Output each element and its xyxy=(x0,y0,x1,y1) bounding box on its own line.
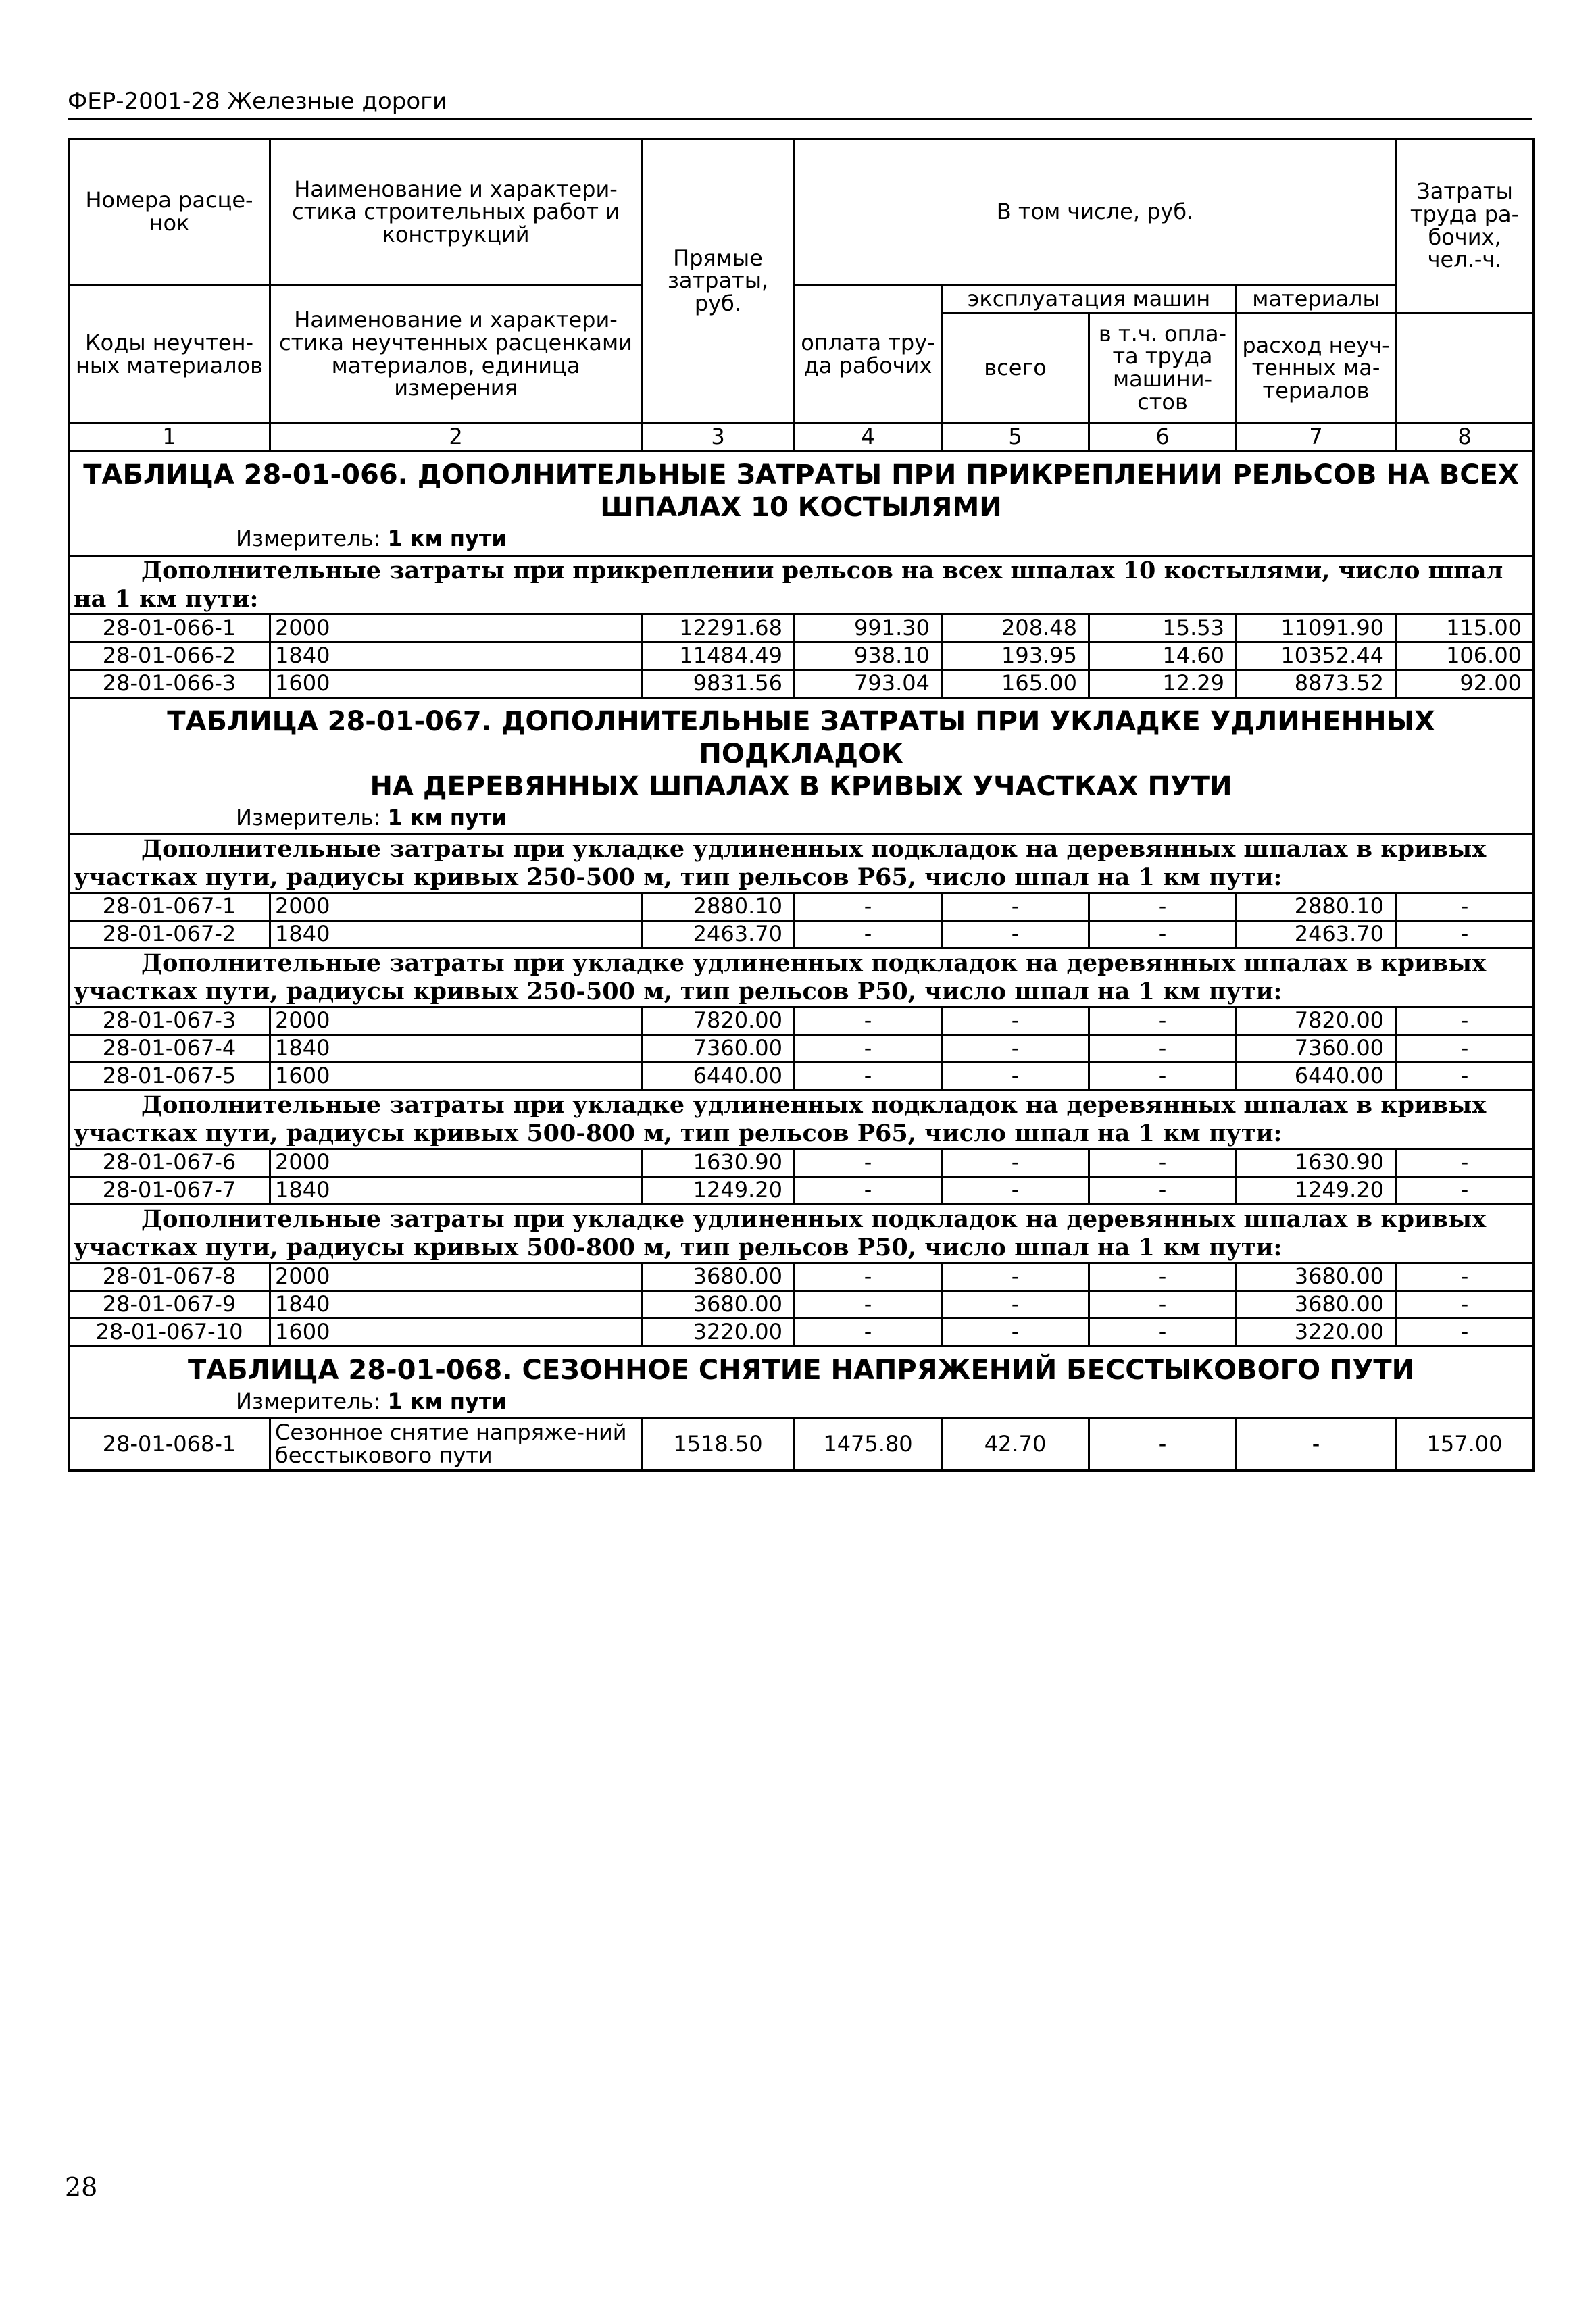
section-title-row xyxy=(69,451,1534,556)
work-description-cell: 2000 xyxy=(270,893,642,921)
work-description-cell: 1840 xyxy=(270,1177,642,1205)
header-including: В том числе, руб. xyxy=(795,139,1396,286)
material-consumption-cell: 3220.00 xyxy=(1237,1319,1396,1347)
measure-value: 1 км пути xyxy=(387,1388,507,1415)
worker-pay-cell: - xyxy=(795,1035,942,1063)
machine-total-cell: 42.70 xyxy=(942,1418,1089,1470)
material-consumption-cell: 3680.00 xyxy=(1237,1263,1396,1291)
operator-pay-cell: - xyxy=(1089,1418,1237,1470)
labor-costs-cell: 115.00 xyxy=(1396,614,1534,642)
group-note: Дополнительные затраты при укладке удлиненных подкладок на деревянных шпалах в кривых участках пути, радиусы кривых 500-800 м, тип рельсов Р50, число шпал на 1 км пути: xyxy=(69,1205,1534,1263)
worker-pay-cell: - xyxy=(795,1263,942,1291)
machine-total-cell: - xyxy=(942,1319,1089,1347)
table-row xyxy=(69,1177,1534,1205)
table-row xyxy=(69,642,1534,670)
section-title-line: ТАБЛИЦА 28-01-067. ДОПОЛНИТЕЛЬНЫЕ ЗАТРАТЫ ПРИ УКЛАДКЕ УДЛИНЕННЫХ ПОДКЛАДОК xyxy=(167,705,1435,770)
rate-code-cell: 28-01-067-6 xyxy=(69,1149,270,1177)
work-description-cell: 1600 xyxy=(270,1319,642,1347)
operator-pay-cell: - xyxy=(1089,1063,1237,1090)
labor-costs-cell: - xyxy=(1396,1149,1534,1177)
column-number: 4 xyxy=(795,424,942,451)
section-title-line: ШПАЛАХ 10 КОСТЫЛЯМИ xyxy=(600,492,1002,523)
page-header: ФЕР-2001-28 Железные дороги xyxy=(68,88,1532,120)
labor-costs-cell: 157.00 xyxy=(1396,1418,1534,1470)
header-material-consumption: расход неуч-тенных ма-териалов xyxy=(1237,313,1396,424)
labor-costs-cell: - xyxy=(1396,1177,1534,1205)
header-material-codes: Коды неучтен-ных материалов xyxy=(69,286,270,424)
header-machine-operation: эксплуатация машин xyxy=(942,286,1237,313)
header-row-1 xyxy=(69,139,1534,286)
direct-costs-cell: 9831.56 xyxy=(642,670,795,697)
operator-pay-cell: - xyxy=(1089,1035,1237,1063)
machine-total-cell: 165.00 xyxy=(942,670,1089,697)
direct-costs-cell: 11484.49 xyxy=(642,642,795,670)
direct-costs-cell: 1630.90 xyxy=(642,1149,795,1177)
column-number: 3 xyxy=(642,424,795,451)
header-labor-costs: Затраты труда ра-бочих, чел.-ч. xyxy=(1396,139,1534,313)
group-note-row xyxy=(69,1205,1534,1263)
machine-total-cell: - xyxy=(942,1177,1089,1205)
rate-code-cell: 28-01-067-3 xyxy=(69,1007,270,1035)
measure-label: Измеритель: xyxy=(236,1388,381,1415)
material-consumption-cell: 6440.00 xyxy=(1237,1063,1396,1090)
section-title-line: НА ДЕРЕВЯННЫХ ШПАЛАХ В КРИВЫХ УЧАСТКАХ ПУТИ xyxy=(370,770,1232,802)
measure-value: 1 км пути xyxy=(387,526,507,551)
work-description-cell: 2000 xyxy=(270,1149,642,1177)
worker-pay-cell: 938.10 xyxy=(795,642,942,670)
material-consumption-cell: 7360.00 xyxy=(1237,1035,1396,1063)
operator-pay-cell: - xyxy=(1089,1149,1237,1177)
table-row xyxy=(69,1263,1534,1291)
header-material-name: Наименование и характери-стика неучтенных расценками материалов, единица измерения xyxy=(270,286,642,424)
labor-costs-cell: - xyxy=(1396,893,1534,921)
section-title xyxy=(74,452,1528,524)
table-row xyxy=(69,1418,1534,1470)
labor-costs-cell: 106.00 xyxy=(1396,642,1534,670)
work-description-cell: 1840 xyxy=(270,1035,642,1063)
column-number: 2 xyxy=(270,424,642,451)
direct-costs-cell: 1249.20 xyxy=(642,1177,795,1205)
labor-costs-cell: - xyxy=(1396,1063,1534,1090)
section-title xyxy=(74,699,1528,803)
group-note: Дополнительные затраты при укладке удлиненных подкладок на деревянных шпалах в кривых участках пути, радиусы кривых 500-800 м, тип рельсов Р65, число шпал на 1 км пути: xyxy=(69,1090,1534,1149)
operator-pay-cell: 12.29 xyxy=(1089,670,1237,697)
work-description-cell: 2000 xyxy=(270,1007,642,1035)
measure-line xyxy=(74,803,1528,834)
worker-pay-cell: - xyxy=(795,1007,942,1035)
column-number: 1 xyxy=(69,424,270,451)
direct-costs-cell: 1518.50 xyxy=(642,1418,795,1470)
measure-label: Измеритель: xyxy=(236,804,381,830)
operator-pay-cell: - xyxy=(1089,1177,1237,1205)
page-number: 28 xyxy=(65,2172,98,2202)
rate-code-cell: 28-01-067-4 xyxy=(69,1035,270,1063)
labor-costs-cell: 92.00 xyxy=(1396,670,1534,697)
table-row xyxy=(69,614,1534,642)
labor-costs-cell: - xyxy=(1396,1035,1534,1063)
group-note-row xyxy=(69,555,1534,614)
measure-value: 1 км пути xyxy=(387,804,507,830)
machine-total-cell: - xyxy=(942,1007,1089,1035)
table-row xyxy=(69,921,1534,949)
machine-total-cell: - xyxy=(942,1291,1089,1319)
work-description-cell: 1600 xyxy=(270,1063,642,1090)
section-title-row xyxy=(69,697,1534,834)
operator-pay-cell: - xyxy=(1089,1007,1237,1035)
work-description-cell: 1600 xyxy=(270,670,642,697)
labor-costs-cell: - xyxy=(1396,1291,1534,1319)
column-number: 6 xyxy=(1089,424,1237,451)
material-consumption-cell: 1630.90 xyxy=(1237,1149,1396,1177)
material-consumption-cell: 8873.52 xyxy=(1237,670,1396,697)
section-title-line: ТАБЛИЦА 28-01-066. ДОПОЛНИТЕЛЬНЫЕ ЗАТРАТЫ ПРИ ПРИКРЕПЛЕНИИ РЕЛЬСОВ НА ВСЕХ xyxy=(83,459,1519,491)
machine-total-cell: - xyxy=(942,1149,1089,1177)
worker-pay-cell: - xyxy=(795,1149,942,1177)
machine-total-cell: - xyxy=(942,921,1089,949)
operator-pay-cell: - xyxy=(1089,1263,1237,1291)
operator-pay-cell: - xyxy=(1089,1291,1237,1319)
work-description-cell: 2000 xyxy=(270,1263,642,1291)
labor-costs-cell: - xyxy=(1396,1263,1534,1291)
direct-costs-cell: 2880.10 xyxy=(642,893,795,921)
section-title-row xyxy=(69,1347,1534,1419)
column-numbers-row xyxy=(69,424,1534,451)
measure-label: Измеритель: xyxy=(236,526,381,551)
labor-costs-cell: - xyxy=(1396,921,1534,949)
column-number: 5 xyxy=(942,424,1089,451)
table-row xyxy=(69,893,1534,921)
header-worker-pay: оплата тру-да рабочих xyxy=(795,286,942,424)
rate-code-cell: 28-01-067-7 xyxy=(69,1177,270,1205)
measure-line xyxy=(74,1386,1528,1417)
rate-code-cell: 28-01-067-1 xyxy=(69,893,270,921)
worker-pay-cell: 793.04 xyxy=(795,670,942,697)
header-empty-cell xyxy=(1396,313,1534,424)
table-row xyxy=(69,1007,1534,1035)
header-row-2 xyxy=(69,286,1534,313)
direct-costs-cell: 3220.00 xyxy=(642,1319,795,1347)
operator-pay-cell: - xyxy=(1089,921,1237,949)
work-description-cell: Сезонное снятие напряже-ний бесстыкового пути xyxy=(270,1418,642,1470)
direct-costs-cell: 3680.00 xyxy=(642,1263,795,1291)
worker-pay-cell: 991.30 xyxy=(795,614,942,642)
section-title xyxy=(74,1347,1528,1386)
material-consumption-cell: 2880.10 xyxy=(1237,893,1396,921)
table-row xyxy=(69,1035,1534,1063)
section-header xyxy=(69,451,1534,556)
rate-code-cell: 28-01-067-2 xyxy=(69,921,270,949)
rate-code-cell: 28-01-067-10 xyxy=(69,1319,270,1347)
table-row xyxy=(69,1291,1534,1319)
header-materials: материалы xyxy=(1237,286,1396,313)
section-header xyxy=(69,697,1534,834)
work-description-cell: 1840 xyxy=(270,642,642,670)
worker-pay-cell: - xyxy=(795,1291,942,1319)
rate-code-cell: 28-01-067-9 xyxy=(69,1291,270,1319)
group-note: Дополнительные затраты при укладке удлиненных подкладок на деревянных шпалах в кривых участках пути, радиусы кривых 250-500 м, тип рельсов Р50, число шпал на 1 км пути: xyxy=(69,949,1534,1007)
direct-costs-cell: 2463.70 xyxy=(642,921,795,949)
column-number: 8 xyxy=(1396,424,1534,451)
section-header xyxy=(69,1347,1534,1419)
rates-table xyxy=(68,138,1535,1472)
material-consumption-cell: 1249.20 xyxy=(1237,1177,1396,1205)
group-note: Дополнительные затраты при укладке удлиненных подкладок на деревянных шпалах в кривых участках пути, радиусы кривых 250-500 м, тип рельсов Р65, число шпал на 1 км пути: xyxy=(69,834,1534,893)
worker-pay-cell: - xyxy=(795,1319,942,1347)
operator-pay-cell: 14.60 xyxy=(1089,642,1237,670)
header-operator-pay: в т.ч. опла-та труда машини-стов xyxy=(1089,313,1237,424)
operator-pay-cell: - xyxy=(1089,893,1237,921)
group-note: Дополнительные затраты при прикреплении рельсов на всех шпалах 10 костылями, число шпал на 1 км пути: xyxy=(69,555,1534,614)
labor-costs-cell: - xyxy=(1396,1007,1534,1035)
rate-code-cell: 28-01-066-3 xyxy=(69,670,270,697)
rate-code-cell: 28-01-068-1 xyxy=(69,1418,270,1470)
table-row xyxy=(69,1063,1534,1090)
material-consumption-cell: 3680.00 xyxy=(1237,1291,1396,1319)
material-consumption-cell: 2463.70 xyxy=(1237,921,1396,949)
direct-costs-cell: 7360.00 xyxy=(642,1035,795,1063)
column-number: 7 xyxy=(1237,424,1396,451)
machine-total-cell: - xyxy=(942,893,1089,921)
worker-pay-cell: - xyxy=(795,1177,942,1205)
worker-pay-cell: - xyxy=(795,921,942,949)
table-row xyxy=(69,1319,1534,1347)
machine-total-cell: - xyxy=(942,1063,1089,1090)
direct-costs-cell: 7820.00 xyxy=(642,1007,795,1035)
group-note-row xyxy=(69,834,1534,893)
table-row xyxy=(69,670,1534,697)
worker-pay-cell: 1475.80 xyxy=(795,1418,942,1470)
operator-pay-cell: - xyxy=(1089,1319,1237,1347)
machine-total-cell: - xyxy=(942,1035,1089,1063)
work-description-cell: 1840 xyxy=(270,1291,642,1319)
machine-total-cell: 208.48 xyxy=(942,614,1089,642)
rate-code-cell: 28-01-067-5 xyxy=(69,1063,270,1090)
header-rate-numbers: Номера расце-нок xyxy=(69,139,270,286)
section-title-line: ТАБЛИЦА 28-01-068. СЕЗОННОЕ СНЯТИЕ НАПРЯЖЕНИЙ БЕССТЫКОВОГО ПУТИ xyxy=(187,1355,1415,1386)
machine-total-cell: 193.95 xyxy=(942,642,1089,670)
direct-costs-cell: 12291.68 xyxy=(642,614,795,642)
worker-pay-cell: - xyxy=(795,1063,942,1090)
material-consumption-cell: - xyxy=(1237,1418,1396,1470)
operator-pay-cell: 15.53 xyxy=(1089,614,1237,642)
measure-line xyxy=(74,524,1528,555)
rate-code-cell: 28-01-066-2 xyxy=(69,642,270,670)
material-consumption-cell: 7820.00 xyxy=(1237,1007,1396,1035)
rate-code-cell: 28-01-066-1 xyxy=(69,614,270,642)
work-description-cell: 1840 xyxy=(270,921,642,949)
header-machine-total: всего xyxy=(942,313,1089,424)
rate-code-cell: 28-01-067-8 xyxy=(69,1263,270,1291)
machine-total-cell: - xyxy=(942,1263,1089,1291)
header-work-name: Наименование и характери-стика строительных работ и конструкций xyxy=(270,139,642,286)
header-direct-costs: Прямые затраты, руб. xyxy=(642,139,795,424)
table-row xyxy=(69,1149,1534,1177)
material-consumption-cell: 10352.44 xyxy=(1237,642,1396,670)
worker-pay-cell: - xyxy=(795,893,942,921)
group-note-row xyxy=(69,1090,1534,1149)
direct-costs-cell: 6440.00 xyxy=(642,1063,795,1090)
labor-costs-cell: - xyxy=(1396,1319,1534,1347)
direct-costs-cell: 3680.00 xyxy=(642,1291,795,1319)
group-note-row xyxy=(69,949,1534,1007)
work-description-cell: 2000 xyxy=(270,614,642,642)
material-consumption-cell: 11091.90 xyxy=(1237,614,1396,642)
